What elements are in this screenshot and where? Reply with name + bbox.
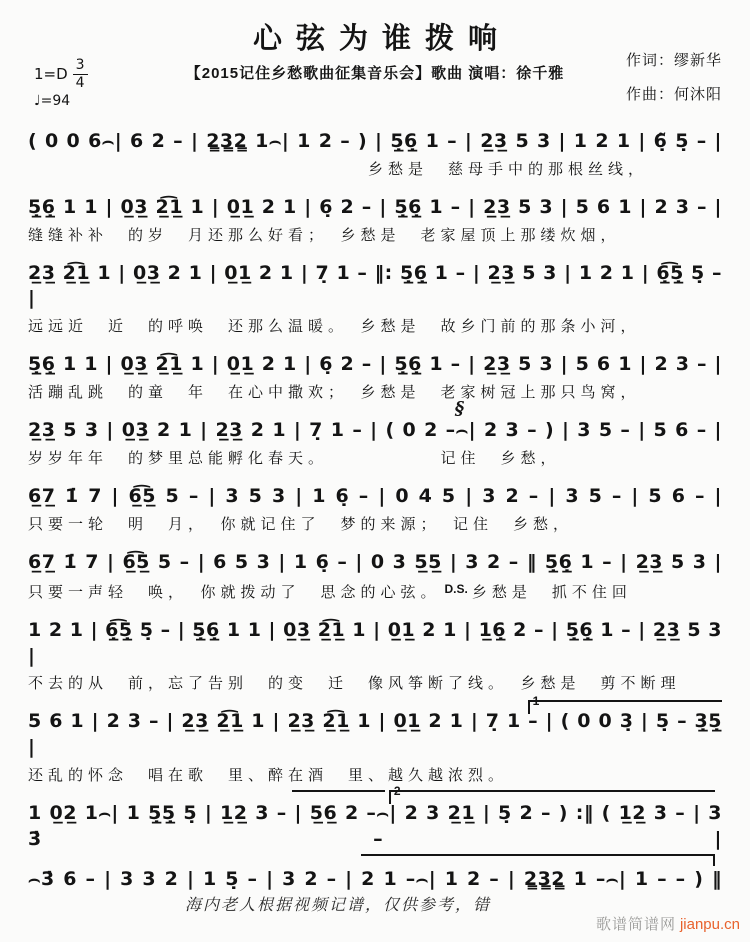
music-system-5	[28, 398, 722, 471]
notation-line: 1 2 1 | 6̲̣͡5̲̣ 5̣ – | 5̲̣6̲̣ 1 1 | 0̲3̲ 2̲͡1̲ 1 | 0̲1̲ 2 1 | 1̲6̲̣ 2 – | 5̲̣6̲̣ 1 – | 2̲3̲ 5 3 |	[28, 618, 722, 667]
lyrics-line: 只要一轮 明 月， 你就记住了 梦的来源； 记住 乡愁，	[28, 515, 574, 533]
first-ending-continuation	[292, 790, 386, 804]
notation-line: 6̲7̲ 1̇ 7 | 6̲͡5̲ 5 – | 6 5 3 | 1 6̣ – | 0 3 5̲5̲ | 3 2 – ‖ 5̲̣6̲̣ 1 – | 2̲3̲ 5 3 |	[28, 550, 722, 573]
notation-line: 2̲3̲ 2̲͡1̲ 1 | 0̲3̲ 2 1 | 0̲1̲ 2 1 | 7̣ 1 – ‖: 5̲̣6̲̣ 1 – | 2̲3̲ 5 3 | 1 2 1 | 6̲̣͡5̲̣ 5̣ – |	[28, 261, 722, 310]
composer-credit: 作曲：何沐阳	[625, 86, 722, 103]
lyrics-segment: 乡愁是 抓不住回	[471, 583, 632, 601]
music-system-3	[28, 248, 722, 340]
segno-icon: §	[454, 398, 465, 420]
notation-line: 5̲̣6̲̣ 1 1 | 0̲3̲ 2̲͡1̲ 1 | 0̲1̲ 2 1 | 6̣ 2 – | 5̲̣6̲̣ 1 – | 2̲3̲ 5 3 | 5 6 1 | 2 3 – |	[28, 195, 722, 218]
tempo-value: =94	[40, 93, 71, 110]
notation-line: ( 0 0 6⌢| 6 2 – | 2̳3̳2̳ 1⌢| 1 2 – ) | 5̲̣6̲̣ 1 – | 2̲3̲ 5 3 | 1 2 1 | 6̣̃ 5̣ – |	[28, 130, 722, 152]
key-signature	[34, 58, 88, 109]
music-system-6	[28, 471, 722, 537]
second-ending-number: 2	[393, 783, 401, 798]
key-label: 1=D	[34, 65, 68, 84]
sheet-footer	[0, 892, 750, 936]
lyrics-line: 不去的从 前，忘了告别 的变 迁 像风筝断了线。 乡愁是 剪不断理	[28, 675, 681, 693]
music-system-10	[28, 783, 722, 854]
notation-line: 2̲3̲ 5 3 | 0̲3̲ 2 1 | 2̲3̲ 2 1 | 7̣ 1 – | ( 0 2 –⌢| 2 3 – ) | 3 5 – | 5 6 – |	[28, 419, 722, 442]
notation-line: 1 0̲2̲ 1⌢| 1 5̲̣5̲̣ 5̣ | 1̲2̲ 3 – | 5̲6̲ 2 –⌢| 2 3 2̲1̲ | 5̣ 2 – ) :‖ ( 1̲2̲ 3 – | 3 3̇ – |	[28, 801, 722, 850]
music-system-7	[28, 537, 722, 605]
music-system-11	[28, 854, 722, 895]
second-ending-bracket	[389, 783, 715, 804]
lyrics-segment: 只要一声轻 唤， 你就拨动了 思念的心弦。	[28, 583, 441, 601]
quarter-note-icon: ♩	[34, 93, 41, 110]
tempo-marking	[34, 93, 88, 109]
music-system-2	[28, 182, 722, 248]
lyrics-line: 活蹦乱跳 的童 年 在心中撒欢； 乡愁是 老家树冠上那只鸟窝，	[28, 383, 641, 401]
time-signature-numerator: 3	[73, 58, 88, 75]
music-system-4	[28, 339, 722, 405]
notation-line: 6̲7̲ 1̇ 7 | 6̲͡5̲ 5 – | 3 5 3 | 1 6̣ – | 0 4 5 | 3 2 – | 3 5 – | 5 6 – |	[28, 485, 722, 508]
notation-line: ⌢3̇ 6 – | 3 3 2 | 1 5̣ – | 3 2 – | 2 1 –⌢| 1 2 – | 2̳3̳2̳ 1 –⌢| 1 – – ) ‖	[28, 868, 722, 891]
music-system-9	[28, 696, 722, 788]
music-system-8	[28, 605, 722, 697]
lyrics-line: 岁岁年年 的梦里总能孵化春天。 记住 乡愁，	[28, 449, 561, 467]
sheet-header	[28, 0, 722, 116]
score-body	[28, 116, 722, 895]
time-signature-denominator: 4	[75, 74, 85, 91]
first-ending-number: 1	[532, 694, 540, 709]
lyricist-credit: 作词：缪新华	[625, 52, 722, 69]
lyrics-line: 乡愁是 慈母手中的那根丝线，	[368, 160, 649, 178]
page-title: 心弦为谁拨响	[252, 23, 511, 55]
lyrics-line: 缝缝补补 的岁 月还那么好看； 乡愁是 老家屋顶上那缕炊烟，	[28, 226, 621, 244]
event-subtitle: 【2015记住乡愁歌曲征集音乐会】歌曲 演唱：徐千雅	[185, 65, 565, 82]
transcriber-note: 海内老人根据视频记谱，仅供参考，错	[185, 897, 492, 914]
lyrics-line: 远远近 近 的呼唤 还那么温暖。 乡愁是 故乡门前的那条小河，	[28, 318, 641, 336]
first-ending-bracket	[528, 694, 722, 714]
credits	[626, 44, 722, 112]
watermark-domain: jianpu.cn	[679, 916, 740, 933]
dal-segno-marker: D.S.	[444, 581, 468, 596]
notation-line: 5 6 1 | 2 3 – | 2̲3̲ 2̲͡1̲ 1 | 2̲3̲ 2̲͡1̲ 1 | 0̲1̲ 2 1 | 7̣ 1 – | ( 0 0 3̣ | 5̣ – 3̲̣5̲̣ |	[28, 710, 722, 759]
second-ending-continuation	[361, 854, 715, 866]
music-system-1	[28, 116, 722, 182]
watermark	[596, 913, 740, 934]
lyrics-line: 还乱的怀念 唱在歌 里、醉在酒 里、越久越浓烈。	[28, 766, 509, 784]
time-signature	[73, 58, 88, 90]
lyrics-line	[28, 581, 722, 603]
watermark-site-name: 歌谱简谱网	[595, 916, 676, 933]
notation-line: 5̲̣6̲̣ 1 1 | 0̲3̲ 2̲͡1̲ 1 | 0̲1̲ 2 1 | 6̣ 2 – | 5̲̣6̲̣ 1 – | 2̲3̲ 5 3 | 5 6 1 | 2 3 – |	[28, 353, 722, 376]
